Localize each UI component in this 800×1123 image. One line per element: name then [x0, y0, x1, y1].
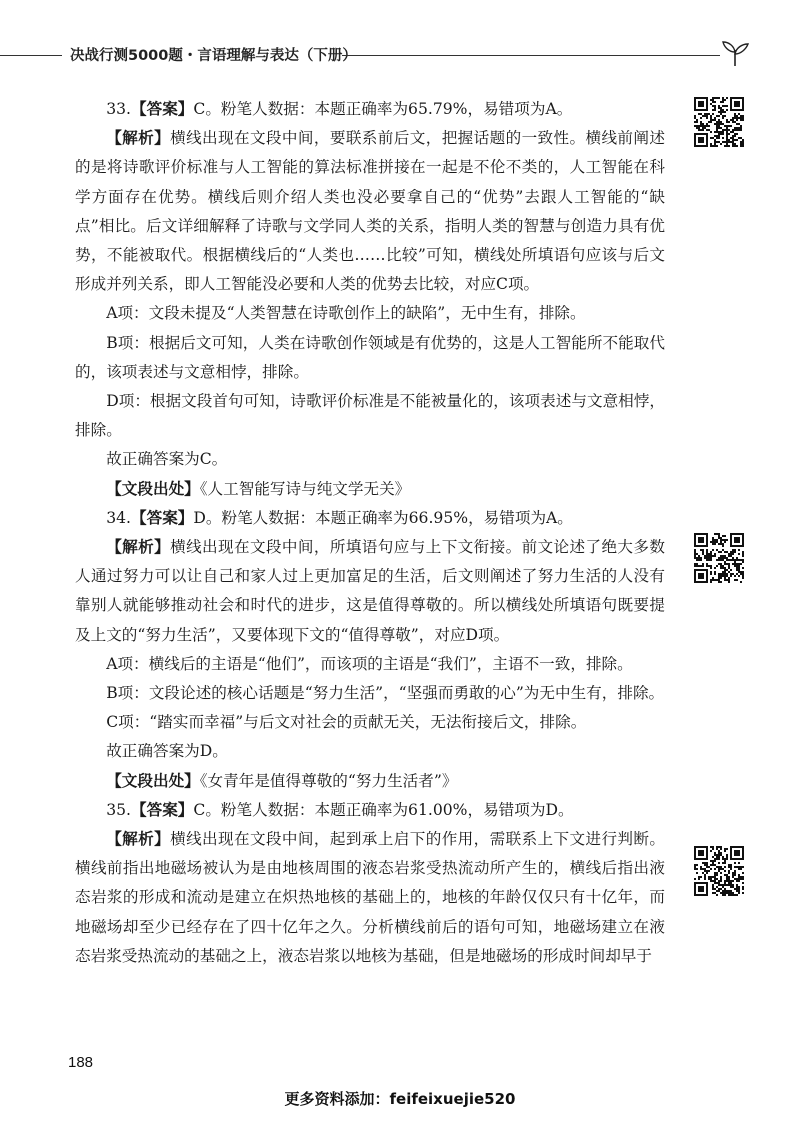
answer-tag: 【答案】	[131, 100, 194, 118]
analysis-34	[75, 533, 665, 650]
source-33	[75, 475, 665, 504]
answer-text: C。粉笔人数据：本题正确率为65.79%，易错项为A。	[193, 100, 573, 118]
source-text: 《女青年是值得尊敬的“努力生活者”》	[199, 771, 458, 790]
conclusion-33: 故正确答案为C。	[106, 450, 228, 469]
question-number: 35.	[106, 800, 131, 819]
running-header	[0, 40, 800, 76]
analysis-text: 横线出现在文段中间，所填语句应与上下文衔接。前文论述了绝大多数人通过努力可以让自己和家人过上更加富足的生活，后文则阐述了努力生活的人没有靠别人就能够推动社会和时代的进步，这是值得尊敬的。所以横线处所填语句既要提及上文的“努力生活”，又要体现下文的“值得尊敬”，对应D项。	[75, 538, 665, 644]
analysis-tag: 【解析】	[106, 538, 171, 557]
source-text: 《人工智能写诗与纯文学无关》	[199, 479, 411, 498]
question-number: 34.	[106, 508, 131, 527]
answer-tag: 【答案】	[131, 508, 194, 527]
qr-code-icon	[694, 97, 744, 147]
footer-note: 更多资料添加：feifeixuejie520	[284, 1090, 516, 1108]
answer-line-35	[75, 796, 665, 825]
conclusion-34: 故正确答案为D。	[106, 742, 228, 761]
answer-text: D。粉笔人数据：本题正确率为66.95%，易错项为A。	[193, 508, 573, 527]
header-rule-right	[342, 55, 720, 56]
option-a-34: A项：横线后的主语是“他们”，而该项的主语是“我们”，主语不一致，排除。	[106, 654, 633, 673]
header-rule-left	[0, 55, 62, 56]
qr-code-icon	[694, 533, 744, 583]
option-a-33: A项：文段未提及“人类智慧在诗歌创作上的缺陷”，无中生有，排除。	[106, 304, 586, 323]
option-c-34: C项：“踏实而幸福”与后文对社会的贡献无关，无法衔接后文，排除。	[106, 713, 587, 732]
source-tag: 【文段出处】	[106, 771, 200, 790]
source-34	[75, 767, 665, 796]
answer-text: C。粉笔人数据：本题正确率为61.00%，易错项为D。	[193, 800, 574, 819]
analysis-text: 横线出现在文段中间，要联系前后文，把握话题的一致性。横线前阐述的是将诗歌评价标准与人工智能的算法标准拼接在一起是不伦不类的，人工智能在科学方面存在优势。横线后则介绍人类也没必要拿自己的“优势”去跟人工智能的“缺点”相比。后文详细解释了诗歌与文学同人类的关系，指明人类的智慧与创造力具有优势，不能被取代。根据横线后的“人类也……比较”可知，横线处所填语句应该与后文形成并列关系，即人工智能没必要和人类的优势去比较，对应C项。	[75, 129, 665, 294]
answer-line-33	[75, 95, 665, 124]
analysis-35	[75, 825, 665, 971]
question-number: 33.	[106, 100, 131, 118]
page-number: 188	[68, 1054, 94, 1071]
source-tag: 【文段出处】	[106, 479, 200, 498]
sprout-icon	[718, 40, 752, 68]
analysis-tag: 【解析】	[106, 129, 171, 148]
answer-tag: 【答案】	[131, 800, 194, 819]
header-title: 决战行测5000题・言语理解与表达（下册）	[70, 48, 357, 64]
option-b-34: B项：文段论述的核心话题是“努力生活”，“坚强而勇敢的心”为无中生有，排除。	[106, 684, 665, 703]
analysis-tag: 【解析】	[106, 830, 171, 849]
analysis-33	[75, 124, 665, 299]
option-b-33: B项：根据后文可知，人类在诗歌创作领域是有优势的，这是人工智能所不能取代的，该项表述与文意相悖，排除。	[75, 333, 665, 381]
qr-code-icon	[694, 846, 744, 896]
page-body	[75, 95, 665, 971]
analysis-text: 横线出现在文段中间，起到承上启下的作用，需联系上下文进行判断。横线前指出地磁场被认为是由地核周围的液态岩浆受热流动所产生的，横线后指出液态岩浆的形成和流动是建立在炽热地核的基础上的，地核的年龄仅仅只有十亿年，而地磁场却至少已经存在了四十亿年之久。分析横线前后的语句可知，地磁场建立在液态岩浆受热流动的基础之上，液态岩浆以地核为基础，但是地磁场的形成时间却早于	[75, 830, 665, 965]
option-d-33: D项：根据文段首句可知，诗歌评价标准是不能被量化的，该项表述与文意相悖，排除。	[75, 392, 665, 440]
answer-line-34	[75, 504, 665, 533]
